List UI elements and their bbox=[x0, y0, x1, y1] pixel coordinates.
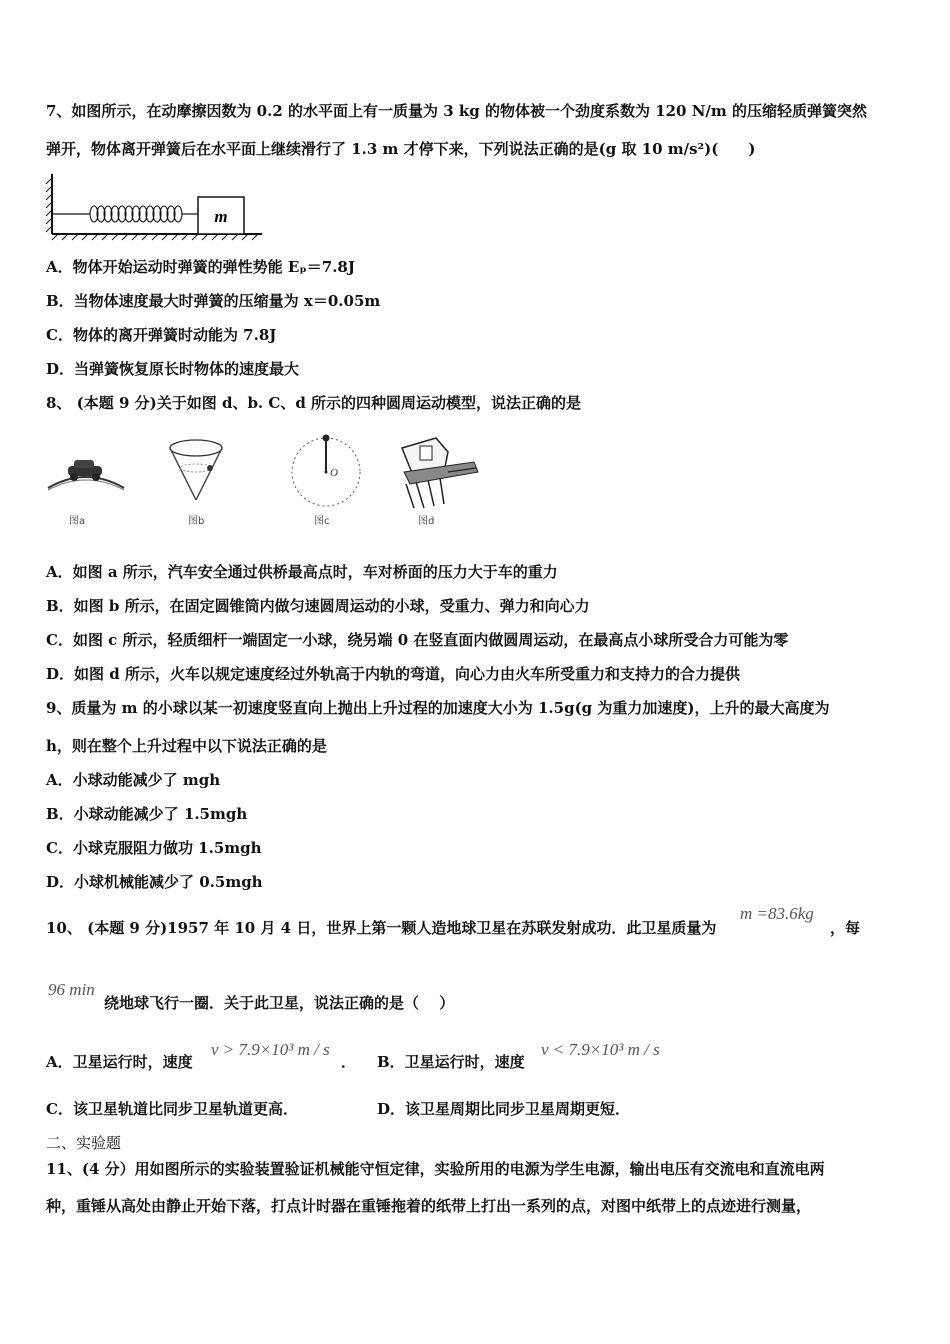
q9-option-d: D．小球机械能减少了 0.5mgh bbox=[46, 873, 263, 891]
q7-stem-line2: 弹开，物体离开弹簧后在水平面上继续滑行了 1.3 m 才停下来，下列说法正确的是(g 取 10 m/s²)( ) bbox=[46, 140, 756, 158]
fig-d-caption: 图d bbox=[418, 516, 435, 527]
q8-stem: 8、 (本题 9 分)关于如图 d、b. C、d 所示的四种圆周运动模型，说法正确的是 bbox=[46, 394, 582, 412]
section-heading: 二、实验题 bbox=[46, 1134, 122, 1152]
q10-period-expression: 96 min bbox=[48, 980, 95, 999]
q10-option-a-text: A．卫星运行时，速度 bbox=[46, 1053, 193, 1071]
q10-stem-c: 绕地球飞行一圈．关于此卫星，说法正确的是（ ） bbox=[104, 994, 455, 1012]
q8-option-c: C．如图 c 所示，轻质细杆一端固定一小球，绕另端 0 在竖直面内做圆周运动，在最高点小球所受合力可能为零 bbox=[46, 631, 789, 649]
q9-stem-line1: 9、质量为 m 的小球以某一初速度竖直向上抛出上升过程的加速度大小为 1.5g(g 为重力加速度)，上升的最大高度为 bbox=[46, 699, 830, 717]
q10-stem-b: ，每 bbox=[830, 919, 861, 937]
q8-option-b: B．如图 b 所示，在固定圆锥筒内做匀速圆周运动的小球，受重力、弹力和向心力 bbox=[46, 597, 590, 615]
fig-a-caption: 图a bbox=[69, 516, 86, 527]
q7-option-b: B．当物体速度最大时弹簧的压缩量为 x＝0.05m bbox=[46, 292, 381, 310]
fig-b-caption: 图b bbox=[188, 516, 205, 527]
q10-stem-a: 10、 (本题 9 分)1957 年 10 月 4 日，世界上第一颗人造地球卫星在苏联发射成功．此卫星质量为 bbox=[46, 919, 717, 937]
q8-option-a: A．如图 a 所示，汽车安全通过供桥最高点时，车对桥面的压力大于车的重力 bbox=[46, 563, 558, 581]
q10-option-a-expression: v > 7.9×10³ m / s bbox=[211, 1040, 330, 1059]
spring-block-figure bbox=[44, 170, 268, 242]
q9-option-c: C．小球克服阻力做功 1.5mgh bbox=[46, 839, 262, 857]
q8-option-d: D．如图 d 所示，火车以规定速度经过外轨高于内轨的弯道，向心力由火车所受重力和支持力的合力提供 bbox=[46, 665, 740, 683]
q7-option-d: D．当弹簧恢复原长时物体的速度最大 bbox=[46, 360, 300, 378]
q10-option-b-text: B．卫星运行时，速度 bbox=[377, 1053, 525, 1071]
q9-option-a: A．小球动能减少了 mgh bbox=[46, 771, 221, 789]
fig-c-caption: 图c bbox=[314, 516, 330, 527]
q10-option-a-end: ． bbox=[341, 1053, 357, 1071]
q11-stem-line2: 种，重锤从高处由静止开始下落，打点计时器在重锤拖着的纸带上打出一系列的点，对图中纸带上的点迹进行测量， bbox=[46, 1197, 812, 1215]
q7-option-a: A．物体开始运动时弹簧的弹性势能 Eₚ＝7.8J bbox=[46, 258, 355, 276]
block-mass-label: m bbox=[214, 207, 228, 226]
q9-stem-line2: h，则在整个上升过程中以下说法正确的是 bbox=[46, 737, 327, 755]
q9-option-b: B．小球动能减少了 1.5mgh bbox=[46, 805, 248, 823]
q10-option-b-expression: v < 7.9×10³ m / s bbox=[541, 1040, 660, 1059]
q10-option-d: D．该卫星周期比同步卫星周期更短． bbox=[377, 1100, 631, 1118]
q7-stem-line1: 7、如图所示，在动摩擦因数为 0.2 的水平面上有一质量为 3 kg 的物体被一个劲度系数为 120 N/m 的压缩轻质弹簧突然 bbox=[46, 102, 868, 120]
q11-stem-line1: 11、(4 分）用如图所示的实验装置验证机械能守恒定律，实验所用的电源为学生电源，输出电压有交流电和直流电两 bbox=[46, 1160, 825, 1178]
center-o-label: O bbox=[330, 467, 338, 479]
q10-option-c: C．该卫星轨道比同步卫星轨道更高． bbox=[46, 1100, 298, 1118]
q7-option-c: C．物体的离开弹簧时动能为 7.8J bbox=[46, 326, 277, 344]
q10-mass-expression: m =83.6kg bbox=[740, 904, 814, 923]
